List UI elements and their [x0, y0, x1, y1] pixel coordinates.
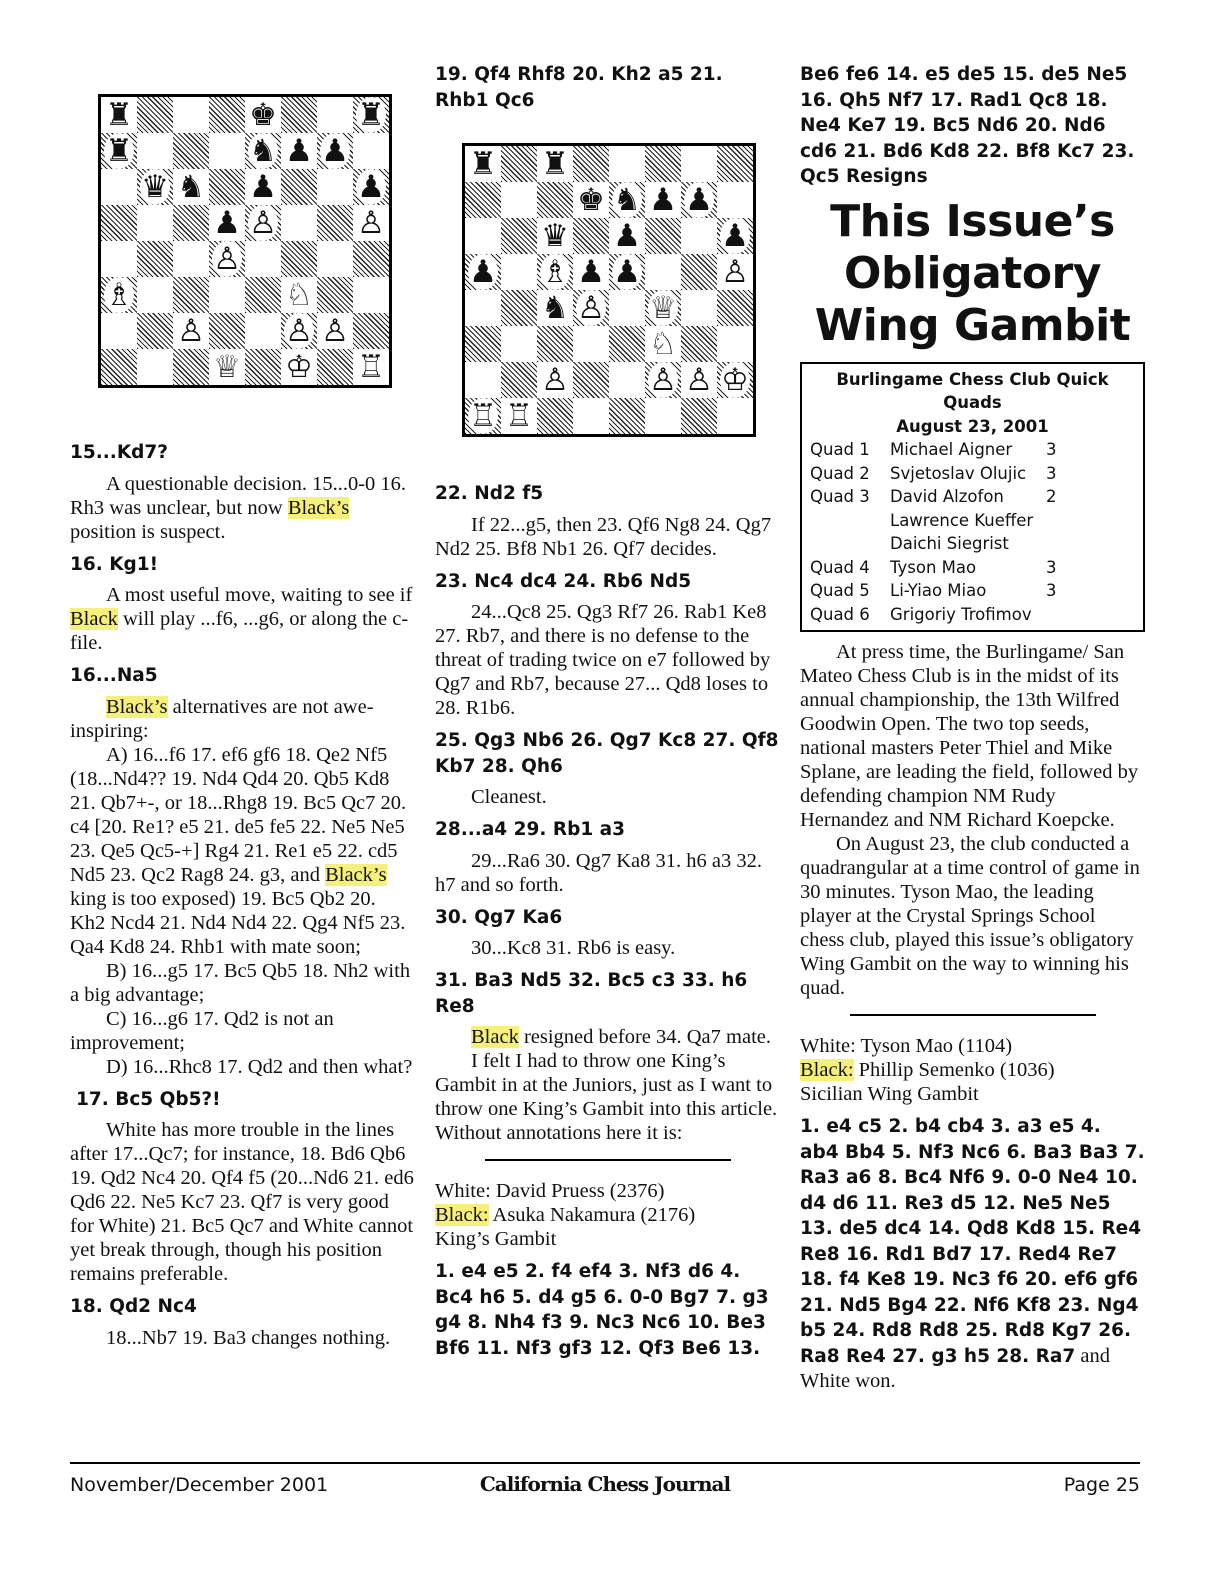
board-square: [681, 254, 717, 290]
board-square: [465, 362, 501, 398]
section-title: This Issue’s Obligatory Wing Gambit: [814, 195, 1131, 351]
board-square: [353, 277, 389, 313]
board-square: [209, 277, 245, 313]
board-square: [681, 146, 717, 182]
game-score-continued: Be6 fe6 14. e5 de5 15. de5 Ne5 16. Qh5 Nf7 17. Rad1 Qc8 18. Ne4 Ke7 19. Bc5 Nd6 20. Nd6 cd6 21. Bd6 Kd8 22. Bf8 Kc7 23. Qc5 Resigns: [800, 64, 1135, 187]
journal-name: California Chess Journal: [479, 1472, 731, 1496]
board-square: [173, 97, 209, 133]
annotation-variation-d: D) 16...Rhc8 17. Qd2 and then what?: [106, 1055, 413, 1078]
player-name: Michael Aigner: [890, 440, 1013, 459]
board-square: [137, 205, 173, 241]
chess-piece: ♚: [577, 182, 605, 218]
annotation: 24...Qc8 25. Qg3 Rf7 26. Rab1 Ke8 27. Rb7, and there is no defense to the threat of trading twice on e7 followed by Qg7 and Rb7, because 27... Qd8 loses to 28. R1b6.: [435, 601, 771, 719]
chess-piece: ♙: [177, 313, 205, 349]
results-row: [810, 603, 1135, 627]
article-paragraph: On August 23, the club conducted a quadrangular at a time control of game in 30 minutes. Tyson Mao, the leading player at the Crystal Springs School chess club, played this issue’s obligatory Wing Gambit on the way to winning his quad.: [800, 833, 1140, 999]
column-1: [70, 62, 415, 1350]
chess-piece: ♞: [541, 290, 569, 326]
board-square: [101, 349, 137, 385]
board-square: [501, 146, 537, 182]
player-name: Svjetoslav Olujic: [890, 463, 1027, 483]
issue-date: November/December 2001: [70, 1474, 329, 1496]
divider: [850, 1014, 1096, 1016]
chess-piece: ♕: [649, 290, 677, 326]
chess-piece: ♗: [541, 254, 569, 290]
move-heading: 25. Qg3 Nb6 26. Qg7 Kc8 27. Qf8 Kb7 28. Qh6: [435, 730, 779, 777]
board-square: [465, 290, 501, 326]
chess-piece: ♞: [613, 182, 641, 218]
annotation: Black’s alternatives are not awe-inspiring:: [70, 695, 374, 742]
annotation: A questionable decision. 15...0-0 16. Rh3 was unclear, but now Black’s position is suspect.: [70, 472, 407, 543]
chess-piece: ♜: [105, 133, 133, 169]
results-row: [810, 509, 1135, 533]
chess-piece: ♔: [721, 362, 749, 398]
move-heading: 30. Qg7 Ka6: [435, 906, 563, 928]
chess-piece: ♙: [721, 254, 749, 290]
chess-piece: ♙: [577, 290, 605, 326]
board-square: [573, 218, 609, 254]
chess-piece: ♕: [213, 349, 241, 385]
board-square: [101, 169, 137, 205]
board-square: [137, 277, 173, 313]
chess-piece: ♞: [249, 133, 277, 169]
board-square: [609, 326, 645, 362]
opening-name: Sicilian Wing Gambit: [800, 1083, 979, 1105]
chess-piece: ♙: [321, 313, 349, 349]
move-heading: 19. Qf4 Rhf8 20. Kh2 a5 21. Rhb1 Qc6: [435, 64, 723, 111]
player-score: 3: [1046, 557, 1057, 577]
board-square: [101, 205, 137, 241]
annotation: 18...Nb7 19. Ba3 changes nothing.: [106, 1326, 391, 1349]
highlight-black: Black: [70, 608, 118, 630]
highlight-black: Black’s: [287, 496, 350, 519]
board-square: [465, 326, 501, 362]
board-square: [353, 241, 389, 277]
board-square: [717, 182, 753, 218]
board-square: [137, 133, 173, 169]
board-square: [173, 241, 209, 277]
board-square: [501, 290, 537, 326]
board-square: [609, 398, 645, 434]
board-square: [209, 169, 245, 205]
highlight-black: Black’s: [325, 863, 387, 886]
chess-piece: ♟: [649, 182, 677, 218]
chess-piece: ♞: [177, 169, 205, 205]
chess-piece: ♗: [105, 277, 133, 313]
board-square: [645, 146, 681, 182]
board-square: [317, 277, 353, 313]
board-square: [317, 205, 353, 241]
board-square: [645, 218, 681, 254]
board-square: [209, 97, 245, 133]
board-square: [245, 241, 281, 277]
chess-piece: ♖: [469, 398, 497, 434]
black-player: Black: Phillip Semenko (1036): [800, 1059, 1055, 1081]
quad-label: Quad 3: [810, 487, 870, 506]
board-square: [717, 290, 753, 326]
player-score: 3: [1046, 463, 1057, 483]
player-score: [1046, 509, 1076, 533]
chess-piece: ♙: [649, 362, 677, 398]
annotation-variation-b: B) 16...g5 17. Bc5 Qb5 18. Nh2 with a big advantage;: [70, 959, 411, 1006]
board-square: [573, 326, 609, 362]
article-paragraph: At press time, the Burlingame/ San Mateo Chess Club is in the midst of its annual championship, the 13th Wilfred Goodwin Open. The two top seeds, national masters Peter Thiel and Mike Splane, are leading the field, followed by defending champion NM Rudy Hernandez and NM Richard Koepcke.: [800, 641, 1139, 831]
white-player: White: Tyson Mao (1104): [800, 1035, 1013, 1057]
move-heading: 15...Kd7?: [70, 442, 169, 463]
board-square: [609, 146, 645, 182]
board-square: [465, 218, 501, 254]
results-row: [810, 462, 1135, 486]
chess-piece: ♟: [685, 182, 713, 218]
chess-piece: ♟: [469, 254, 497, 290]
board-square: [501, 254, 537, 290]
chess-diagram-1: [98, 94, 392, 388]
chess-piece: ♜: [105, 97, 133, 133]
board-square: [573, 146, 609, 182]
board-square: [281, 241, 317, 277]
annotation: A most useful move, waiting to see if Black will play ...f6, ...g6, or along the c-file.: [70, 584, 413, 654]
annotation: If 22...g5, then 23. Qf6 Ng8 24. Qg7 Nd2 25. Bf8 Nb1 26. Qf7 decides.: [435, 513, 772, 560]
chess-piece: ♚: [249, 97, 277, 133]
chess-piece: ♙: [213, 241, 241, 277]
board-square: [717, 398, 753, 434]
board-square: [137, 97, 173, 133]
chess-piece: ♟: [213, 205, 241, 241]
board-square: [281, 97, 317, 133]
board-square: [501, 218, 537, 254]
player-score: 2: [1046, 487, 1057, 506]
chess-piece: ♘: [285, 277, 313, 313]
results-date: August 23, 2001: [896, 416, 1049, 436]
column-3: [800, 62, 1145, 1401]
player-name: Grigoriy Trofimov: [890, 604, 1032, 624]
results-title: Burlingame Chess Club Quick Quads: [836, 369, 1109, 412]
board-square: [101, 313, 137, 349]
board-square: [681, 218, 717, 254]
chess-piece: ♟: [613, 254, 641, 290]
board-square: [245, 277, 281, 313]
chess-piece: ♟: [577, 254, 605, 290]
player-score: 3: [1046, 440, 1057, 459]
board-square: [573, 398, 609, 434]
chess-diagram-2: [462, 143, 756, 437]
chess-piece: ♙: [541, 362, 569, 398]
board-square: [281, 169, 317, 205]
board-square: [137, 313, 173, 349]
board-square: [501, 182, 537, 218]
board-square: [317, 349, 353, 385]
board-square: [209, 133, 245, 169]
chess-piece: ♟: [285, 133, 313, 169]
opening-name: King’s Gambit: [435, 1228, 557, 1250]
move-heading: 28...a4 29. Rb1 a3: [435, 819, 625, 840]
quad-label: [810, 532, 890, 556]
move-heading: 23. Nc4 dc4 24. Rb6 Nd5: [435, 570, 692, 592]
board-square: [353, 133, 389, 169]
chess-piece: ♙: [685, 362, 713, 398]
white-player: White: David Pruess (2376): [435, 1180, 665, 1202]
annotation: 30...Kc8 31. Rb6 is easy.: [471, 937, 676, 959]
annotation: I felt I had to throw one King’s Gambit in at the Juniors, just as I want to throw one King’s Gambit into this article. Without annotations here it is:: [435, 1050, 778, 1144]
board-square: [281, 205, 317, 241]
move-heading: 22. Nd2 f5: [435, 483, 544, 504]
chess-piece: ♟: [321, 133, 349, 169]
results-table: [810, 438, 1135, 626]
game-score: 1. e4 c5 2. b4 cb4 3. a3 e5 4. ab4 Bb4 5. Nf3 Nc6 6. Ba3 Ba3 7. Ra3 a6 8. Bc4 Nf6 9. 0-0 Ne4 10. d4 d6 11. Re3 d5 12. Ne5 Ne5 13. de5 dc4 14. Qd8 Kd8 15. Re4 Re8 16. Rd1 Bd7 17. Red4 Re7 18. f4 Ke8 19. Nc3 f6 20. ef6 gf6 21. Nd5 Bg4 22. Nf6 Kf8 23. Ng4 b5 24. Rd8 Rd8 25. Rd8 Kg7 26. Ra8 Re4 27. g3 h5 28. Ra7 and White won.: [800, 1116, 1145, 1392]
highlight-black: Black’s: [106, 695, 168, 718]
game-score: 1. e4 e5 2. f4 ef4 3. Nf3 d6 4. Bc4 h6 5. d4 g5 6. 0-0 Bg7 7. g3 g4 8. Nh4 f3 9. Nc3 Nc6 10. Be3 Bf6 11. Nf3 gf3 12. Qf3 Be6 13.: [435, 1261, 769, 1359]
chess-piece: ♙: [249, 205, 277, 241]
quad-label: Quad 6: [810, 604, 870, 624]
chess-piece: ♜: [541, 146, 569, 182]
results-row: [810, 532, 1135, 556]
board-square: [717, 326, 753, 362]
divider: [485, 1159, 731, 1161]
board-square: [573, 362, 609, 398]
chess-piece: ♔: [285, 349, 313, 385]
board-square: [317, 97, 353, 133]
chess-piece: ♘: [649, 326, 677, 362]
board-square: [137, 241, 173, 277]
results-row: [810, 579, 1135, 603]
chess-piece: ♛: [541, 218, 569, 254]
player-name: David Alzofon: [890, 487, 1004, 506]
move-heading: 18. Qd2 Nc4: [70, 1296, 197, 1317]
board-square: [245, 349, 281, 385]
player-name: Li-Yiao Miao: [890, 581, 987, 600]
chess-piece: ♖: [357, 349, 385, 385]
chess-piece: ♙: [357, 205, 385, 241]
quad-label: Quad 2: [810, 463, 870, 483]
chess-piece: ♟: [721, 218, 749, 254]
board-square: [681, 326, 717, 362]
move-heading: 16...Na5: [70, 665, 158, 686]
player-score: [1046, 532, 1076, 556]
results-box: [800, 362, 1145, 633]
annotation: 29...Ra6 30. Qg7 Ka8 31. h6 a3 32. h7 and so forth.: [435, 849, 762, 896]
board-square: [645, 398, 681, 434]
player-score: [1046, 603, 1076, 627]
annotation-variation-c: C) 16...g6 17. Qd2 is not an improvement;: [70, 1007, 334, 1054]
move-heading: 16. Kg1!: [70, 553, 159, 575]
board-square: [137, 349, 173, 385]
player-score: 3: [1046, 581, 1057, 600]
chess-piece: ♟: [613, 218, 641, 254]
board-square: [173, 205, 209, 241]
board-square: [465, 182, 501, 218]
results-row: [810, 556, 1135, 580]
move-heading: 17. Bc5 Qb5?!: [76, 1088, 221, 1110]
board-square: [353, 313, 389, 349]
chess-piece: ♜: [469, 146, 497, 182]
board-square: [101, 241, 137, 277]
highlight-black: Black:: [435, 1204, 489, 1226]
board-square: [245, 313, 281, 349]
column-2: [435, 62, 780, 1367]
board-square: [717, 146, 753, 182]
quad-label: Quad 1: [810, 440, 870, 459]
player-name: Lawrence Kueffer: [890, 510, 1034, 530]
chess-piece: ♟: [357, 169, 385, 205]
annotation-variation-a: A) 16...f6 17. ef6 gf6 18. Qe2 Nf5 (18...Nd4?? 19. Nd4 Qd4 20. Qb5 Kd8 21. Qb7+-, or 18...Rhg8 19. Bc5 Qc7 20. c4 [20. Re1? e5 21. de5 fe5 22. Ne5 Ne5 23. Qe5 Qc5-+] Rg4 21. Re1 e5 22. cd5 Nd5 23. Qc2 Rag8 24. g3, and Black’s king is too exposed) 19. Bc5 Qb2 20. Kh2 Ncd4 21. Nd4 Nd4 22. Qg4 Nf5 23. Qa4 Kd8 24. Rhb1 with mate soon;: [70, 743, 407, 958]
move-heading: 31. Ba3 Nd5 32. Bc5 c3 33. h6 Re8: [435, 970, 748, 1017]
chess-piece: ♙: [285, 313, 313, 349]
chess-piece: ♖: [505, 398, 533, 434]
chess-piece: ♟: [249, 169, 277, 205]
quad-label: Quad 5: [810, 581, 870, 600]
results-row: [810, 438, 1135, 462]
chess-piece: ♜: [357, 97, 385, 133]
page-number: Page 25: [1063, 1474, 1140, 1496]
board-square: [173, 349, 209, 385]
board-square: [681, 290, 717, 326]
page-footer: [70, 1462, 1140, 1496]
board-square: [501, 326, 537, 362]
results-row: [810, 485, 1135, 509]
chess-piece: ♛: [141, 169, 169, 205]
annotation: Black resigned before 34. Qa7 mate.: [471, 1026, 771, 1048]
black-player: Black: Asuka Nakamura (2176): [435, 1204, 696, 1226]
board-square: [317, 241, 353, 277]
annotation: Cleanest.: [471, 786, 547, 808]
highlight-black: Black:: [800, 1059, 854, 1081]
board-square: [209, 313, 245, 349]
annotation: White has more trouble in the lines after 17...Qc7; for instance, 18. Bd6 Qb6 19. Qd2 Nc4 20. Qf4 f5 (20...Nd6 21. ed6 Qd6 22. Ne5 Kc7 23. Qf7 is very good for White) 21. Bc5 Qc7 and White cannot yet break through, though his position remains preferable.: [70, 1119, 414, 1285]
board-square: [173, 277, 209, 313]
highlight-black: Black: [471, 1026, 519, 1048]
board-square: [681, 398, 717, 434]
board-square: [537, 398, 573, 434]
player-name: Tyson Mao: [890, 557, 977, 577]
board-square: [501, 362, 537, 398]
quad-label: [810, 509, 890, 533]
board-square: [537, 326, 573, 362]
quad-label: Quad 4: [810, 557, 870, 577]
player-name: Daichi Siegrist: [890, 534, 1009, 553]
board-square: [645, 254, 681, 290]
board-square: [173, 133, 209, 169]
board-square: [609, 290, 645, 326]
board-square: [609, 362, 645, 398]
board-square: [537, 182, 573, 218]
board-square: [317, 169, 353, 205]
